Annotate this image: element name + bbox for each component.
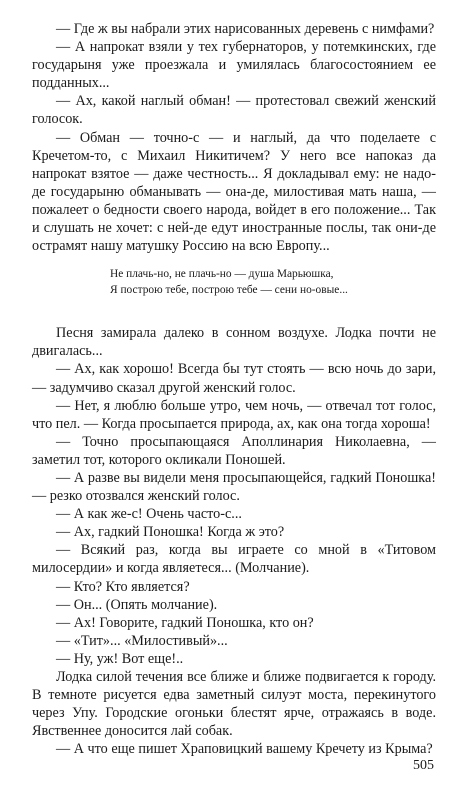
paragraph: — Он... (Опять молчание). (56, 596, 218, 613)
paragraph: Лодка силой течения все ближе и ближе подвигается к городу. В темноте рисуется едва заметный силуэт моста, перекинутого через Упу. Городские огоньки блестят ярче, отражаясь в воде. Явственнее доносится лай собак. (32, 669, 436, 740)
page-number: 505 (413, 758, 434, 773)
paragraph: — Нет, я люблю больше утро, чем ночь, — отвечал тот голос, что пел. — Когда просыпается природа, ах, как она тогда хороша! (32, 397, 436, 432)
song-verse (32, 266, 436, 298)
paragraph: — Кто? Кто является? (56, 578, 190, 595)
paragraph: — А как же-с! Очень часто-с... (56, 506, 242, 523)
paragraph: — Где ж вы набрали этих нарисованных деревень с нимфами? (56, 21, 435, 37)
paragraph: — Ах, какой наглый обман! — протестовал свежий женский голосок. (32, 93, 436, 128)
paragraph: — А разве вы видели меня просыпающейся, гадкий Поношка! — резко отозвался женский голос. (32, 469, 436, 505)
paragraph: — А что еще пишет Храповицкий вашему Кречету из Крыма? (56, 741, 433, 758)
paragraph: — Ах! Говорите, гадкий Поношка, кто он? (56, 614, 314, 631)
paragraph: — Ну, уж! Вот еще!.. (56, 650, 184, 667)
page-text (32, 20, 436, 758)
paragraph: — Ах, гадкий Поношка! Когда ж это? (56, 524, 285, 541)
paragraph: — Ах, как хорошо! Всегда бы тут стоять — всю ночь до зари, — задумчиво сказал другой женский голос. (32, 361, 436, 396)
paragraph: — А напрокат взяли у тех губернаторов, у потемкинских, где государыня уже проезжала и умилялась благосостоянием ее подданных... (32, 39, 436, 92)
paragraph: — Точно просыпающаяся Аполлинария Николаевна, — заметил тот, которого окликали Поношей. (32, 433, 436, 468)
paragraph: Песня замирала далеко в сонном воздухе. Лодка почти не двигалась... (32, 325, 436, 360)
verse-line: Не плачь-но, не плачь-но — душа Марьюшка, (110, 268, 334, 281)
paragraph: — «Тит»... «Милостивый»... (56, 632, 228, 649)
verse-line: Я построю тебе, построю тебе — сени но-овые... (110, 284, 348, 297)
paragraph: — Всякий раз, когда вы играете со мной в «Титовом милосердии» и когда являетеся... (Молчание). (32, 542, 436, 577)
paragraph: — Обман — точно-с — и наглый, да что поделаете с Кречетом-то, с Михаил Никитичем? У него все напоказ да напрокат взятое — даже честность... Я докладывал ему: не надо-де государыню обманывать — она-де, милостивая мать наша, — пожалеет о бедности своего народа, войдет в его положение... Так и слушать не хочет: с ней-де едут иностранные послы, так они-де острамят нашу матушку Россию на всю Европу... (32, 129, 436, 255)
